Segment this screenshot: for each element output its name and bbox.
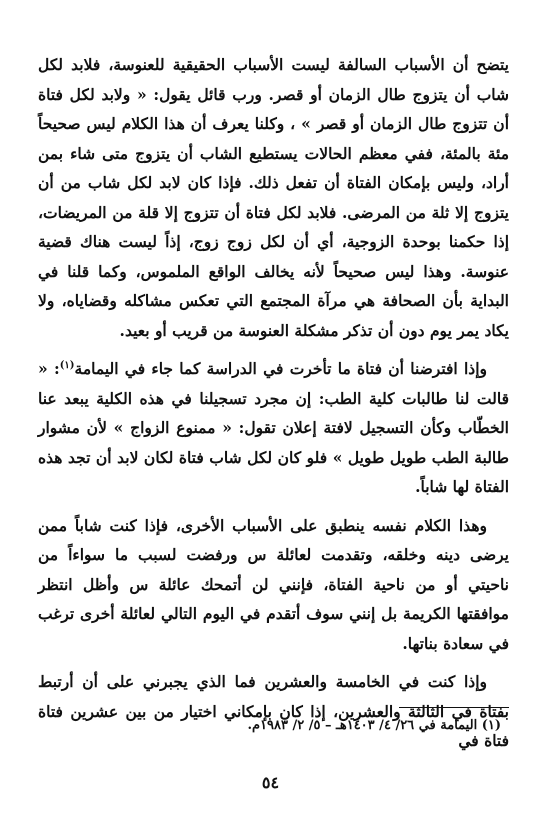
paragraph-2 bbox=[38, 354, 509, 502]
paragraph-1: يتضح أن الأسباب السالفة ليست الأسباب الحقيقية للعنوسة، فلابد لكل شاب أن يتزوج طال الزمان أو قصر. ورب قائل يقول: « ولابد لكل فتاة أن تتزوج طال الزمان أو قصر » ، وكلنا يعرف أن هذا الكلام ليس صحيحاً مئة بالمئة، ففي معظم الحالات يستطيع الشاب أن يتزوج متى شاء بمن أراد، وليس بإمكان الفتاة أن تفعل ذلك. فإذا كان لابد لكل شاب من أن يتزوج إلا ثلة من المرضى. فلابد لكل فتاة أن تتزوج إلا قلة من المريضات، إذا حكمنا بوحدة الزوجية، أي أن لكل زوج زوج، إذاً ليست هناك قضية عنوسة. وهذا ليس صحيحاً لأنه يخالف الواقع الملموس، وكما قلنا في البداية بأن الصحافة هي مرآة المجتمع التي تعكس مشاكله وقضاياه، ولا يكاد يمر يوم دون أن تذكر مشكلة العنوسة من قريب أو بعيد. bbox=[38, 55, 509, 340]
paragraph-2-text-start: وإذا افترضنا أن فتاة ما تأخرت في الدراسة كما جاء في اليمامة bbox=[74, 359, 487, 378]
page-number: ٥٤ bbox=[261, 773, 280, 792]
page-body bbox=[38, 50, 509, 756]
footnote-divider bbox=[399, 707, 509, 708]
paragraph-4: وإذا كنت في الخامسة والعشرين فما الذي يجبرني على أن أرتبط بفتاة في الثالثة والعشرين، إذا كان بإمكاني اختيار من بين عشرين فتاة فتاة في bbox=[38, 672, 509, 750]
footnote-marker: (١) bbox=[59, 359, 75, 371]
paragraph-2-text-end: : « قالت لنا طالبات كلية الطب: إن مجرد تسجيلنا في هذه الكلية يبعد عنا الخطّاب وكأن التسجيل لافتة إعلان تقول: « ممنوع الزواج » لأن مشوار طالبة الطب طويل طويل » فلو كان لكل شاب فتاة لكان لابد أن تجد هذه الفتاة لها شاباً. bbox=[38, 359, 509, 496]
paragraph-3: وهذا الكلام نفسه ينطبق على الأسباب الأخرى، فإذا كنت شاباً ممن يرضى دينه وخلقه، وتقدمت لعائلة س ورفضت لسبب ما سواءاً من ناحيتي أو من ناحية الفتاة، فإنني لن أتمحك عائلة س وأظل انتظر موافقتها الكريمة بل إنني سوف أتقدم في اليوم التالي لعائلة أخرى ترغب في سعادة بناتها. bbox=[38, 515, 509, 653]
footnote: (١) اليمامة في ٢٦/ ٤/ ١٤٠٣هـ – ٥/ ٢/ ١٩٨٣م. bbox=[247, 718, 501, 733]
